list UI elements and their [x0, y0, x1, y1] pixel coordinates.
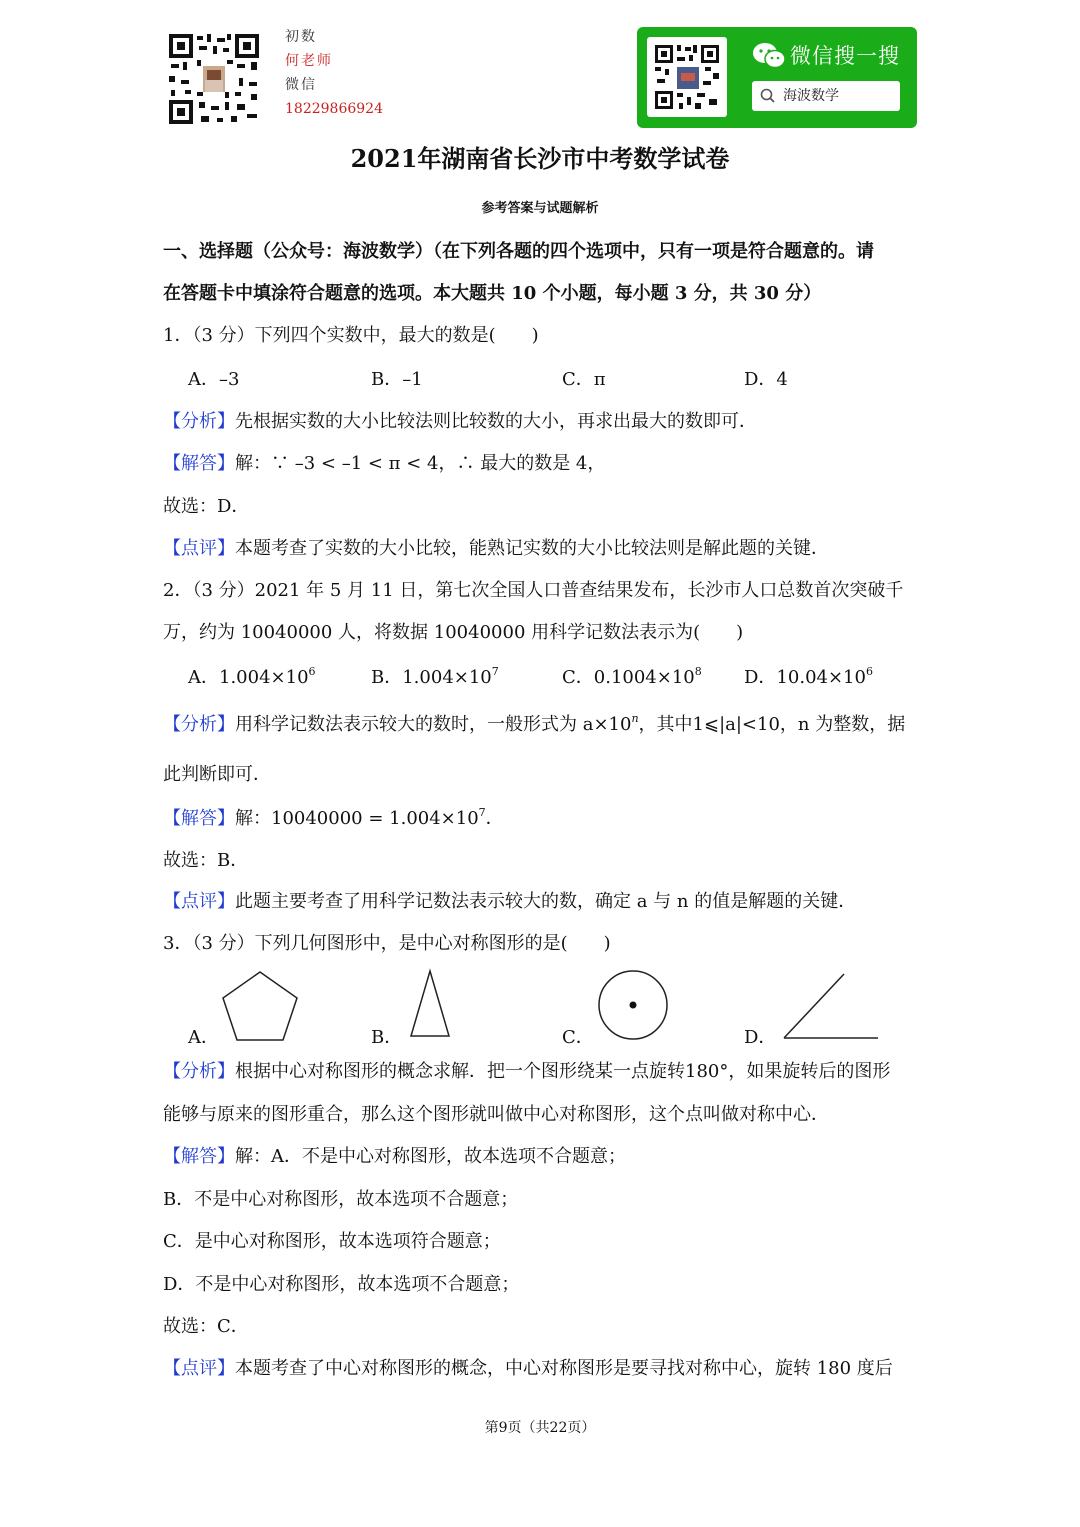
search-icon	[760, 88, 776, 104]
wechat-search-box[interactable]	[752, 81, 900, 111]
q2-option-b-label: B．	[371, 667, 403, 688]
q1-answer-tag: 【解答】	[163, 453, 235, 474]
q2-stem-line1: 2．（3 分）2021 年 5 月 11 日，第七次全国人口普查结果发布，长沙市人口总数首次突破千	[163, 580, 904, 601]
q3-comment-tag: 【点评】	[163, 1358, 235, 1379]
q2-option-c	[562, 666, 702, 690]
search-box-text: 海波数学	[783, 88, 839, 104]
q1-option-d: D．4	[744, 369, 788, 390]
section-heading-line1: 一、选择题（公众号：海波数学）（在下列各题的四个选项中，只有一项是符合题意的。请	[163, 241, 874, 262]
teacher-qr-code	[167, 32, 261, 126]
q3-answer-text: 解：A．不是中心对称图形，故本选项不合题意；	[235, 1146, 626, 1167]
wechat-search-banner[interactable]	[637, 27, 917, 128]
q2-option-a-base: 1.004×10	[219, 667, 309, 688]
page-footer: 第9页（共22页）	[484, 1420, 596, 1436]
q2-option-a-label: A．	[188, 667, 219, 688]
q3-analysis-tag: 【分析】	[163, 1061, 235, 1082]
q1-analysis-tag: 【分析】	[163, 411, 235, 432]
teacher-label-1: 初数	[285, 29, 317, 45]
q2-answer-text: 解：10040000 = 1.004×10	[235, 808, 479, 829]
q2-answer-tag: 【解答】	[163, 808, 235, 829]
teacher-name: 何老师	[285, 53, 333, 69]
q3-answer-tag: 【解答】	[163, 1146, 235, 1167]
q1-comment	[163, 537, 829, 561]
q2-option-c-base: 0.1004×10	[593, 667, 695, 688]
doc-title: 2021年湖南省长沙市中考数学试卷	[350, 144, 730, 173]
q3-stem: 3．（3 分）下列几何图形中，是中心对称图形的是( )	[163, 933, 611, 954]
q3-comment-text: 本题考查了中心对称图形的概念，中心对称图形是要寻找对称中心，旋转 180 度后	[235, 1358, 893, 1379]
q3-answer	[163, 1145, 626, 1169]
q2-analysis-line2: 此判断即可．	[163, 764, 271, 785]
q1-comment-text: 本题考查了实数的大小比较，能熟记实数的大小比较法则是解此题的关键．	[235, 538, 829, 559]
wechat-logo-icon	[752, 42, 786, 70]
q3-answer-line2: B．不是中心对称图形，故本选项不合题意；	[163, 1189, 519, 1210]
q3-option-c-label: C．	[562, 1027, 594, 1048]
q2-comment	[163, 890, 856, 914]
q2-analysis-text-b: ，其中1⩽|a|<10，n 为整数，据	[638, 714, 906, 735]
q1-answer	[163, 452, 605, 476]
q3-answer-line3: C．是中心对称图形，故本选项符合题意；	[163, 1231, 501, 1252]
wechat-qr-graphic	[647, 37, 727, 117]
q2-analysis-exp: n	[631, 712, 639, 725]
q3-option-d-label: D．	[744, 1027, 777, 1048]
q2-option-d-exp: 6	[865, 665, 873, 678]
isosceles-triangle-figure	[405, 968, 455, 1040]
q2-option-a	[188, 666, 316, 690]
wechat-search-title: 微信搜一搜	[790, 44, 900, 68]
wechat-qr-code	[647, 37, 727, 117]
q2-option-c-label: C．	[562, 667, 594, 688]
q3-analysis	[163, 1060, 890, 1084]
q2-answer-end: ．	[485, 808, 504, 829]
q3-analysis-text: 根据中心对称图形的概念求解．把一个图形绕某一点旋转180°，如果旋转后的图形	[235, 1061, 891, 1082]
circle-figure	[596, 968, 670, 1042]
q2-answer	[163, 807, 504, 831]
q1-answer-text: 解：∵ –3 < –1 < π < 4，∴ 最大的数是 4，	[235, 453, 606, 474]
q3-comment	[163, 1357, 893, 1381]
q2-option-b	[371, 666, 499, 690]
teacher-phone: 18229866924	[285, 101, 383, 117]
q2-option-b-exp: 7	[491, 665, 499, 678]
q2-option-d-label: D．	[744, 667, 777, 688]
angle-figure	[778, 968, 882, 1042]
q2-option-c-exp: 8	[694, 665, 702, 678]
q3-choice: 故选：C．	[163, 1316, 249, 1337]
q1-analysis	[163, 410, 757, 434]
q1-choice: 故选：D．	[163, 496, 250, 517]
q2-analysis-tag: 【分析】	[163, 714, 235, 735]
q2-comment-text: 此题主要考查了用科学记数法表示较大的数，确定 a 与 n 的值是解题的关键．	[235, 891, 857, 912]
q2-option-a-exp: 6	[308, 665, 316, 678]
q1-option-b: B．–1	[371, 369, 423, 390]
q2-option-d-base: 10.04×10	[776, 667, 866, 688]
q2-option-d	[744, 666, 873, 690]
section-heading-line2: 在答题卡中填涂符合题意的选项。本大题共 10 个小题，每小题 3 分，共 30 分）	[163, 283, 822, 304]
q2-choice: 故选：B．	[163, 850, 249, 871]
q1-option-a: A．–3	[188, 369, 240, 390]
q3-analysis-line2: 能够与原来的图形重合，那么这个图形就叫做中心对称图形，这个点叫做对称中心．	[163, 1104, 829, 1125]
doc-subtitle: 参考答案与试题解析	[481, 201, 599, 216]
q2-stem-line2: 万，约为 10040000 人，将数据 10040000 用科学记数法表示为( )	[163, 622, 744, 643]
q2-answer-exp: 7	[478, 806, 486, 819]
q1-comment-tag: 【点评】	[163, 538, 235, 559]
q1-option-c: C．π	[562, 369, 606, 390]
pentagon-figure	[218, 968, 302, 1044]
q1-stem: 1．（3 分）下列四个实数中，最大的数是( )	[163, 325, 539, 346]
q3-answer-line4: D．不是中心对称图形，故本选项不合题意；	[163, 1274, 520, 1295]
teacher-label-wechat: 微信	[285, 77, 317, 93]
q3-option-b-label: B．	[371, 1027, 403, 1048]
q2-analysis	[163, 713, 905, 737]
q3-option-a-label: A．	[188, 1027, 219, 1048]
qr-code-graphic	[167, 32, 261, 126]
q1-analysis-text: 先根据实数的大小比较法则比较数的大小，再求出最大的数即可．	[235, 411, 757, 432]
q2-comment-tag: 【点评】	[163, 891, 235, 912]
q2-analysis-text-a: 用科学记数法表示较大的数时，一般形式为 a×10	[235, 714, 632, 735]
q2-option-b-base: 1.004×10	[402, 667, 492, 688]
